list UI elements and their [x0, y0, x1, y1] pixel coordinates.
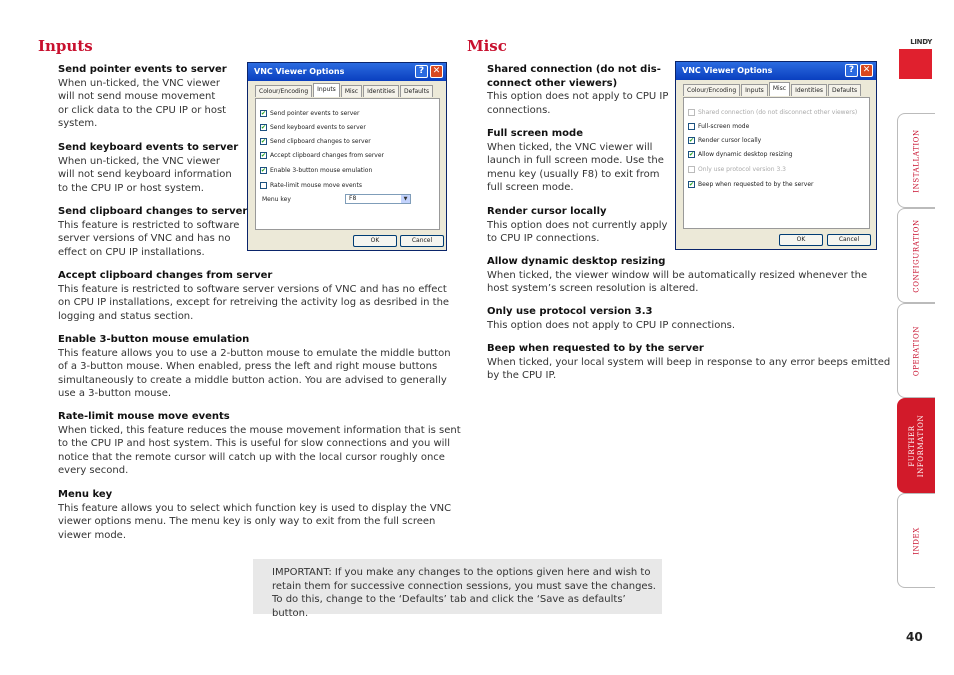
entry-heading: Full screen mode [487, 128, 583, 139]
checkbox-checked[interactable]: ✔ [689, 151, 695, 158]
dialog-panel [683, 97, 870, 229]
entry-heading: Accept clipboard changes from server [58, 270, 273, 281]
entry-line: server versions of VNC and has no [58, 233, 231, 245]
entry-heading: Render cursor locally [487, 206, 607, 217]
tab-inputs[interactable]: Inputs [313, 83, 340, 97]
menu-key-select[interactable] [345, 194, 411, 204]
entry-line: by the CPU IP. [487, 370, 557, 382]
tab-colour-encoding[interactable]: Colour/Encoding [255, 85, 312, 97]
option-label: Only use protocol version 3.3 [698, 166, 786, 173]
checkbox-unchecked [688, 109, 695, 116]
entry-line: launch in full screen mode. Use the [487, 155, 664, 167]
nav-tab-operation[interactable] [897, 303, 935, 398]
option-checkbox-row[interactable] [688, 151, 793, 158]
option-checkbox-row[interactable] [260, 152, 384, 159]
close-icon[interactable]: ✕ [860, 64, 873, 77]
entry-line: on CPU IP installations, except for retreiving the activity log as desribed in the [58, 297, 450, 309]
entry-heading: Only use protocol version 3.3 [487, 306, 653, 317]
entry-line: notice that the remote cursor will catch up with the local cursor roughly once [58, 451, 445, 463]
misc-title: Misc [467, 37, 507, 55]
entry-line: This feature allows you to select which function key is used to display the VNC [58, 502, 452, 514]
entry-line: This feature is restricted to software [58, 219, 240, 231]
entry-line: will not send keyboard information [58, 169, 232, 181]
entry-line: logging and status section. [58, 310, 194, 322]
tab-identities[interactable]: Identities [363, 85, 399, 97]
option-label: Send clipboard changes to server [270, 138, 371, 145]
entry-heading: Menu key [58, 489, 113, 500]
entry-line: viewer options menu. The menu key is only way to exit from the full screen [58, 516, 436, 528]
entry-heading: Send clipboard changes to server [58, 206, 248, 217]
tab-identities[interactable]: Identities [791, 84, 827, 96]
dialog-panel [255, 98, 440, 230]
misc-entry [487, 342, 890, 383]
entry-line: every second. [58, 465, 129, 477]
entry-line: This option does not apply to CPU IP [487, 91, 669, 103]
checkbox-checked[interactable]: ✔ [261, 124, 267, 131]
checkbox-unchecked [688, 166, 695, 173]
option-label: Accept clipboard changes from server [270, 152, 385, 159]
inputs-entry [58, 410, 461, 478]
checkbox-unchecked[interactable] [688, 123, 695, 130]
inputs-entry [58, 205, 247, 259]
dialog-titlebar [248, 63, 446, 81]
checkbox-checked[interactable]: ✔ [261, 167, 267, 174]
lindy-logo [899, 38, 932, 81]
entry-line: When un-ticked, the VNC viewer [58, 155, 221, 167]
entry-line: menu key (usually F8) to exit from [487, 168, 660, 180]
dialog-title: VNC Viewer Options [682, 66, 773, 75]
nav-tab-label: INDEX [912, 526, 920, 555]
nav-tab-index[interactable] [897, 493, 935, 588]
tab-defaults[interactable]: Defaults [828, 84, 861, 96]
dialog-titlebar [676, 62, 876, 80]
entry-heading: Send pointer events to server [58, 64, 227, 75]
entry-heading: Enable 3-button mouse emulation [58, 334, 250, 345]
checkbox-checked[interactable]: ✔ [261, 138, 267, 145]
close-icon[interactable]: ✕ [430, 65, 443, 78]
entry-line: effect on CPU IP installations. [58, 246, 205, 258]
entry-line: to the CPU IP or host system. [58, 182, 204, 194]
dialog-tabs [255, 85, 434, 97]
option-label: Allow dynamic desktop resizing [698, 151, 793, 158]
misc-entry [487, 305, 735, 332]
misc-entry [487, 127, 664, 195]
entry-line: to CPU IP connections. [487, 233, 600, 245]
option-label: Send keyboard events to server [270, 124, 366, 131]
inputs-entry [58, 269, 449, 323]
tab-misc[interactable]: Misc [341, 85, 362, 97]
tab-misc[interactable]: Misc [769, 82, 790, 96]
entry-line: When un-ticked, the VNC viewer [58, 77, 221, 89]
option-checkbox-row[interactable] [260, 138, 371, 145]
checkbox-unchecked[interactable] [260, 182, 267, 189]
tab-inputs[interactable]: Inputs [741, 84, 768, 96]
vnc-options-dialog-inputs [247, 62, 447, 251]
option-checkbox-row[interactable] [260, 110, 359, 117]
option-label: Render cursor locally [698, 137, 762, 144]
important-line: To do this, change to the ‘Defaults’ tab and click the ‘Save as defaults’ button. [272, 594, 626, 619]
nav-tab-label: INSTALLATION [912, 128, 920, 193]
inputs-entry [58, 333, 451, 401]
option-checkbox-row[interactable] [688, 181, 814, 188]
checkbox-checked[interactable]: ✔ [689, 137, 695, 144]
important-note [253, 559, 662, 619]
entry-line: When ticked, the viewer window will be automatically resized whenever the [487, 269, 868, 281]
logo-text: LINDY [910, 38, 932, 46]
entry-line: use a 3-button mouse. [58, 388, 172, 400]
nav-tab-label-line: INFORMATION [916, 414, 925, 477]
entry-line: When ticked, your local system will beep in response to any error beeps emitted [487, 356, 891, 368]
entry-heading: Send keyboard events to server [58, 142, 239, 153]
cancel-button[interactable]: Cancel [400, 235, 444, 247]
ok-button[interactable]: OK [779, 234, 823, 246]
checkbox-checked[interactable]: ✔ [261, 152, 267, 159]
nav-tab-label [908, 414, 926, 477]
entry-line: viewer mode. [58, 529, 127, 541]
entry-line: or click data to the CPU IP or host [58, 104, 227, 116]
option-label: Full-screen mode [698, 123, 750, 130]
entry-heading: Beep when requested to by the server [487, 343, 704, 354]
nav-tab-configuration[interactable] [897, 208, 935, 303]
entry-heading: Shared connection (do not dis- [487, 64, 661, 75]
entry-line: connections. [487, 104, 551, 116]
menu-key-label: Menu key [262, 196, 291, 203]
option-label: Beep when requested to by the server [698, 181, 814, 188]
checkbox-checked[interactable]: ✔ [689, 181, 695, 188]
ok-button[interactable]: OK [353, 235, 397, 247]
entry-line: simultaneously to create a middle button action. You are advised to generally [58, 374, 447, 386]
dialog-tabs [683, 84, 862, 96]
chevron-down-icon[interactable]: ▼ [401, 195, 410, 203]
option-checkbox-row [688, 166, 786, 173]
page-number: 40 [906, 630, 923, 644]
help-icon[interactable]: ? [845, 64, 858, 77]
misc-entry [487, 205, 667, 246]
option-checkbox-row[interactable] [260, 182, 362, 189]
entry-line: will not send mouse movement [58, 91, 216, 103]
option-checkbox-row[interactable] [260, 167, 372, 174]
entry-line: to the CPU IP and host system. This is useful for slow connections and you will [58, 438, 450, 450]
entry-line: This feature is restricted to software server versions of VNC and has no effect [58, 283, 447, 295]
tab-colour-encoding[interactable]: Colour/Encoding [683, 84, 740, 96]
entry-line: system. [58, 118, 98, 130]
checkbox-checked[interactable]: ✔ [261, 110, 267, 117]
entry-line: This option does not apply to CPU IP connections. [487, 319, 736, 331]
inputs-entry [58, 141, 238, 195]
entry-line: host system’s screen resolution is altered. [487, 283, 699, 295]
nav-tab-label-line: FURTHER [907, 424, 916, 467]
misc-entry [487, 255, 867, 296]
option-checkbox-row[interactable] [260, 124, 366, 131]
option-checkbox-row[interactable] [688, 137, 761, 144]
nav-tab-further-information[interactable] [897, 398, 935, 493]
cancel-button[interactable]: Cancel [827, 234, 871, 246]
dialog-title: VNC Viewer Options [254, 67, 345, 76]
nav-tab-installation[interactable] [897, 113, 935, 208]
logo-square [899, 49, 932, 79]
option-label: Send pointer events to server [270, 110, 360, 117]
option-checkbox-row [688, 109, 857, 116]
option-checkbox-row[interactable] [688, 123, 749, 130]
misc-entry [487, 63, 668, 117]
nav-tab-label: CONFIGURATION [912, 218, 920, 293]
option-label: Enable 3-button mouse emulation [270, 167, 373, 174]
help-icon[interactable]: ? [415, 65, 428, 78]
vnc-options-dialog-misc [675, 61, 877, 250]
inputs-title: Inputs [38, 37, 93, 55]
important-line: retain them for successive connection sessions, you must save the changes. [272, 580, 656, 592]
option-label: Shared connection (do not disconnect other viewers) [698, 109, 858, 116]
menu-key-value: F8 [349, 195, 357, 202]
inputs-entry [58, 63, 227, 131]
nav-tab-label: OPERATION [912, 325, 920, 376]
important-line: IMPORTANT: If you make any changes to the options given here and wish to [272, 567, 651, 578]
entry-line: This option does not currently apply [487, 219, 668, 231]
entry-line: When ticked, this feature reduces the mouse movement information that is sent [58, 424, 461, 436]
option-label: Rate-limit mouse move events [270, 182, 362, 189]
inputs-entry [58, 488, 451, 542]
entry-line: of a 3-button mouse. When enabled, press the left and right mouse buttons [58, 361, 438, 373]
entry-heading: Allow dynamic desktop resizing [487, 256, 666, 267]
entry-line: full screen mode. [487, 182, 574, 194]
entry-heading: Rate-limit mouse move events [58, 411, 230, 422]
entry-heading: connect other viewers) [487, 77, 618, 89]
entry-line: This feature allows you to use a 2-button mouse to emulate the middle button [58, 347, 451, 359]
tab-defaults[interactable]: Defaults [400, 85, 433, 97]
entry-line: When ticked, the VNC viewer will [487, 141, 653, 153]
